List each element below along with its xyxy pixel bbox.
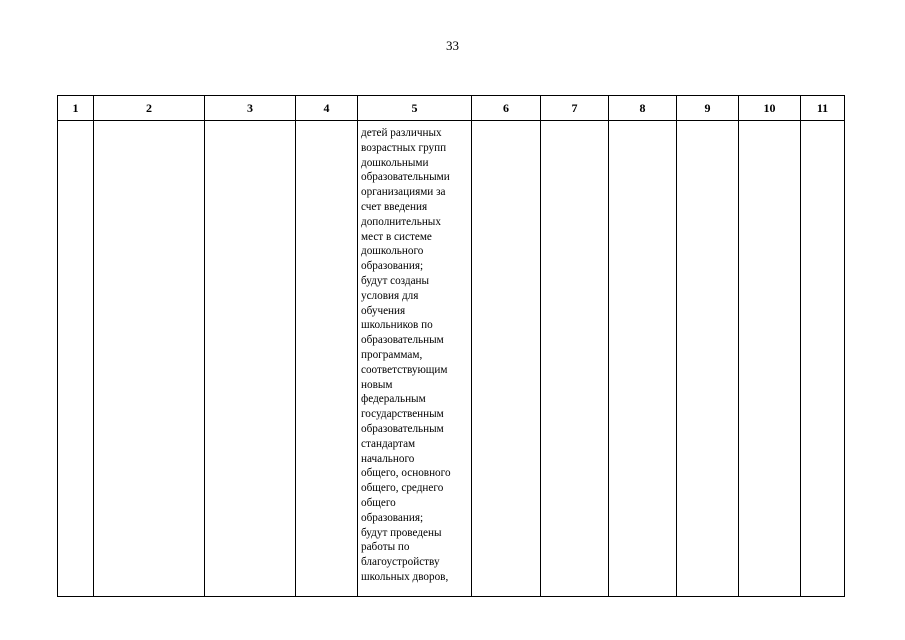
- table-cell-col-10: [739, 121, 801, 597]
- column-header-2: 2: [94, 96, 205, 121]
- table-cell-col-9: [677, 121, 739, 597]
- column-header-4: 4: [296, 96, 358, 121]
- table-cell-col-7: [541, 121, 609, 597]
- cell-description-text: детей различных возрастных групп дошкольными образовательными организациями за счет введения дополнительных мест в системе дошкольного образования; будут созданы условия для обучения школьников по образовательным программам, соответствующим новым федеральным государственным образовательным стандартам начального общего, основного общего, среднего общего образования; будут проведены работы по благоустройству школьных дворов,: [361, 127, 451, 583]
- table-cell-col-3: [205, 121, 296, 597]
- column-header-11: 11: [801, 96, 845, 121]
- data-table: [57, 95, 845, 597]
- table-cell-col-5: [358, 121, 472, 597]
- column-header-3: 3: [205, 96, 296, 121]
- column-header-7: 7: [541, 96, 609, 121]
- column-header-6: 6: [472, 96, 541, 121]
- table-cell-col-11: [801, 121, 845, 597]
- table-cell-col-1: [58, 121, 94, 597]
- column-header-1: 1: [58, 96, 94, 121]
- column-header-5: 5: [358, 96, 472, 121]
- page-number: 33: [446, 38, 459, 53]
- table-cell-col-6: [472, 121, 541, 597]
- header-row: [58, 96, 845, 121]
- table-row: [58, 121, 845, 597]
- table-cell-col-8: [609, 121, 677, 597]
- table-cell-col-2: [94, 121, 205, 597]
- column-header-8: 8: [609, 96, 677, 121]
- column-header-10: 10: [739, 96, 801, 121]
- table-cell-col-4: [296, 121, 358, 597]
- column-header-9: 9: [677, 96, 739, 121]
